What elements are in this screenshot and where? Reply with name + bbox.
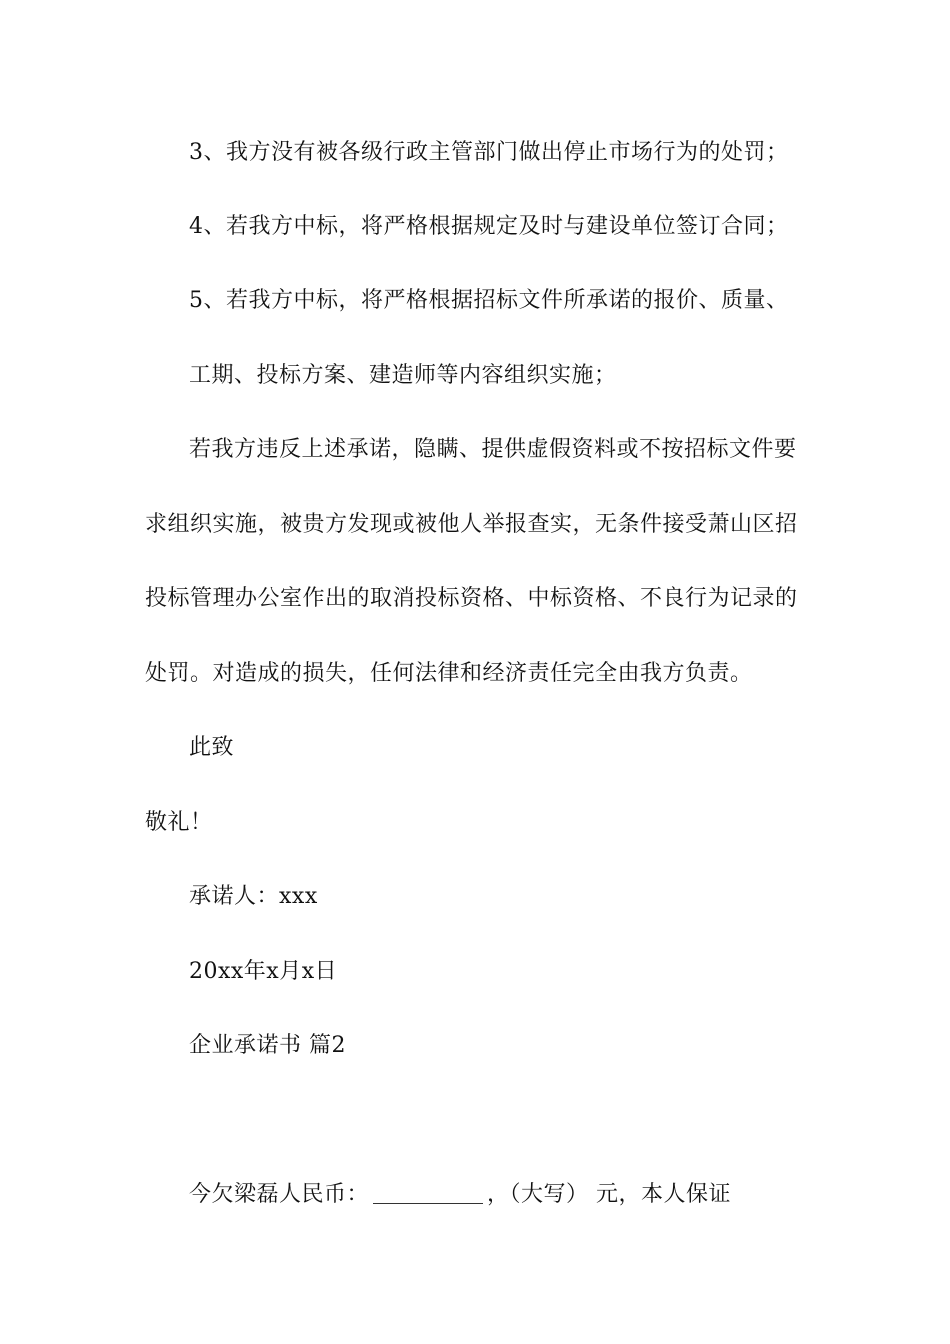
signatory-line: 承诺人：xxx xyxy=(189,884,318,909)
iou-line xyxy=(189,1180,731,1210)
violation-paragraph-line-2: 求组织实施，被贵方发现或被他人举报查实，无条件接受萧山区招 xyxy=(145,512,798,537)
iou-middle: ，（大写） 元，本人保证 xyxy=(487,1182,732,1207)
closing-ci-zhi: 此致 xyxy=(189,735,235,760)
violation-paragraph-line-1: 若我方违反上述承诺，隐瞒、提供虚假资料或不按招标文件要 xyxy=(189,437,797,462)
date-line: 20xx年x月x日 xyxy=(189,959,338,984)
section-heading: 企业承诺书 篇2 xyxy=(189,1033,346,1058)
closing-jing-li: 敬礼！ xyxy=(145,810,213,835)
iou-prefix: 今欠梁磊人民币： xyxy=(189,1182,370,1207)
violation-paragraph-line-4: 处罚。对造成的损失，任何法律和经济责任完全由我方负责。 xyxy=(145,661,753,686)
clause-5-continued: 工期、投标方案、建造师等内容组织实施； xyxy=(189,363,617,388)
clause-4: 4、若我方中标，将严格根据规定及时与建设单位签订合同； xyxy=(189,214,789,239)
violation-paragraph-line-3: 投标管理办公室作出的取消投标资格、中标资格、不良行为记录的 xyxy=(145,586,798,611)
clause-5: 5、若我方中标，将严格根据招标文件所承诺的报价、质量、 xyxy=(189,288,789,313)
clause-3: 3、我方没有被各级行政主管部门做出停止市场行为的处罚； xyxy=(189,140,789,165)
amount-blank xyxy=(373,1181,483,1204)
